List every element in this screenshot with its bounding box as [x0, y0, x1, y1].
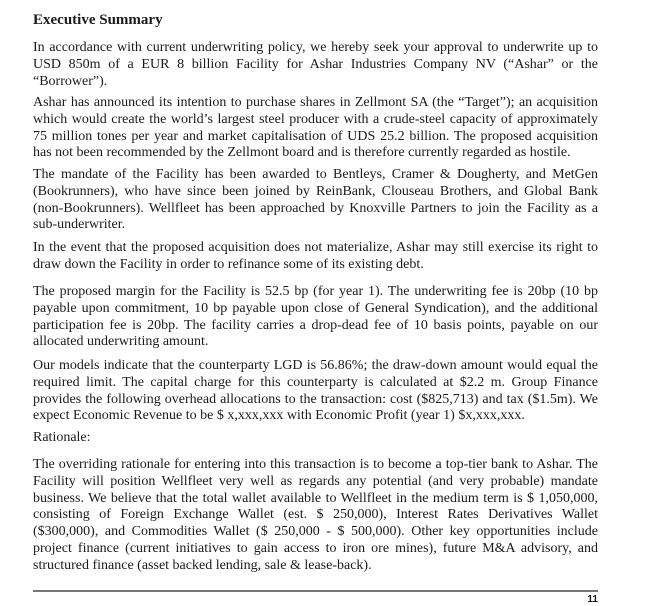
paragraph-refinance: In the event that the proposed acquisition does not materialize, Ashar may still exercise its right to draw down the Facility in order to refinance some of its existing debt.: [33, 240, 598, 272]
paragraph-rationale: The overriding rationale for entering into this transaction is to become a top-tier bank to Ashar. The Facility will position Wellfleet very well as regards any potential (and very probable) mandate business. We believe that the total wallet available to Wellfleet in the medium term is $ 1,050,000, consisting of Foreign Exchange Wallet (est. $ 250,000), Interest Rates Derivatives Wallet ($300,000), and Commodities Wallet ($ 250,000 - $ 500,000). Other key opportunities include project finance (current initiatives to gain access to iron ore mines), future M&A advisory, and structured finance (asset backed lending, sale & lease-back).: [33, 457, 598, 573]
paragraph-models: Our models indicate that the counterparty LGD is 56.86%; the draw-down amount would equal the required limit. The capital charge for this counterparty is calculated at $2.2 m. Group Finance provides the following overhead allocations to the transaction: cost ($825,713) and tax ($1.5m). We expect Economic Revenue to be $ x,xxx,xxx with Economic Profit (year 1) $x,xxx,xxx.: [33, 358, 598, 424]
paragraph-approval-request: In accordance with current underwriting policy, we hereby seek your approval to underwrite up to USD 850m of a EUR 8 billion Facility for Ashar Industries Company NV (“Ashar” or the “Borrower”).: [33, 40, 598, 89]
section-heading: Executive Summary: [33, 12, 163, 28]
paragraph-mandate: The mandate of the Facility has been awarded to Bentleys, Cramer & Dougherty, and MetGen (Bookrunners), who have since been joined by ReinBank, Clouseau Brothers, and Global Bank (non-Bookrunners). Wellfleet has been approached by Knoxville Partners to join the Facility as a sub-underwriter.: [33, 167, 598, 233]
paragraph-fees: The proposed margin for the Facility is 52.5 bp (for year 1). The underwriting fee is 20bp (10 bp payable upon commitment, 10 bp payable upon close of General Syndication), and the additional participation fee is 20bp. The facility carries a drop-dead fee of 10 basis points, payable on our allocated underwriting amount.: [33, 284, 598, 350]
page-number: 11: [587, 594, 598, 605]
paragraph-acquisition: Ashar has announced its intention to purchase shares in Zellmont SA (the “Target”); an acquisition which would create the world’s largest steel producer with a crude-steel capacity of approximately 75 million tones per year and market capitalisation of UDS 25.2 billion. The proposed acquisition has not been recommended by the Zellmont board and is therefore currently regarded as hostile.: [33, 95, 598, 161]
rationale-label: Rationale:: [33, 430, 91, 445]
footer-rule: [33, 590, 598, 592]
